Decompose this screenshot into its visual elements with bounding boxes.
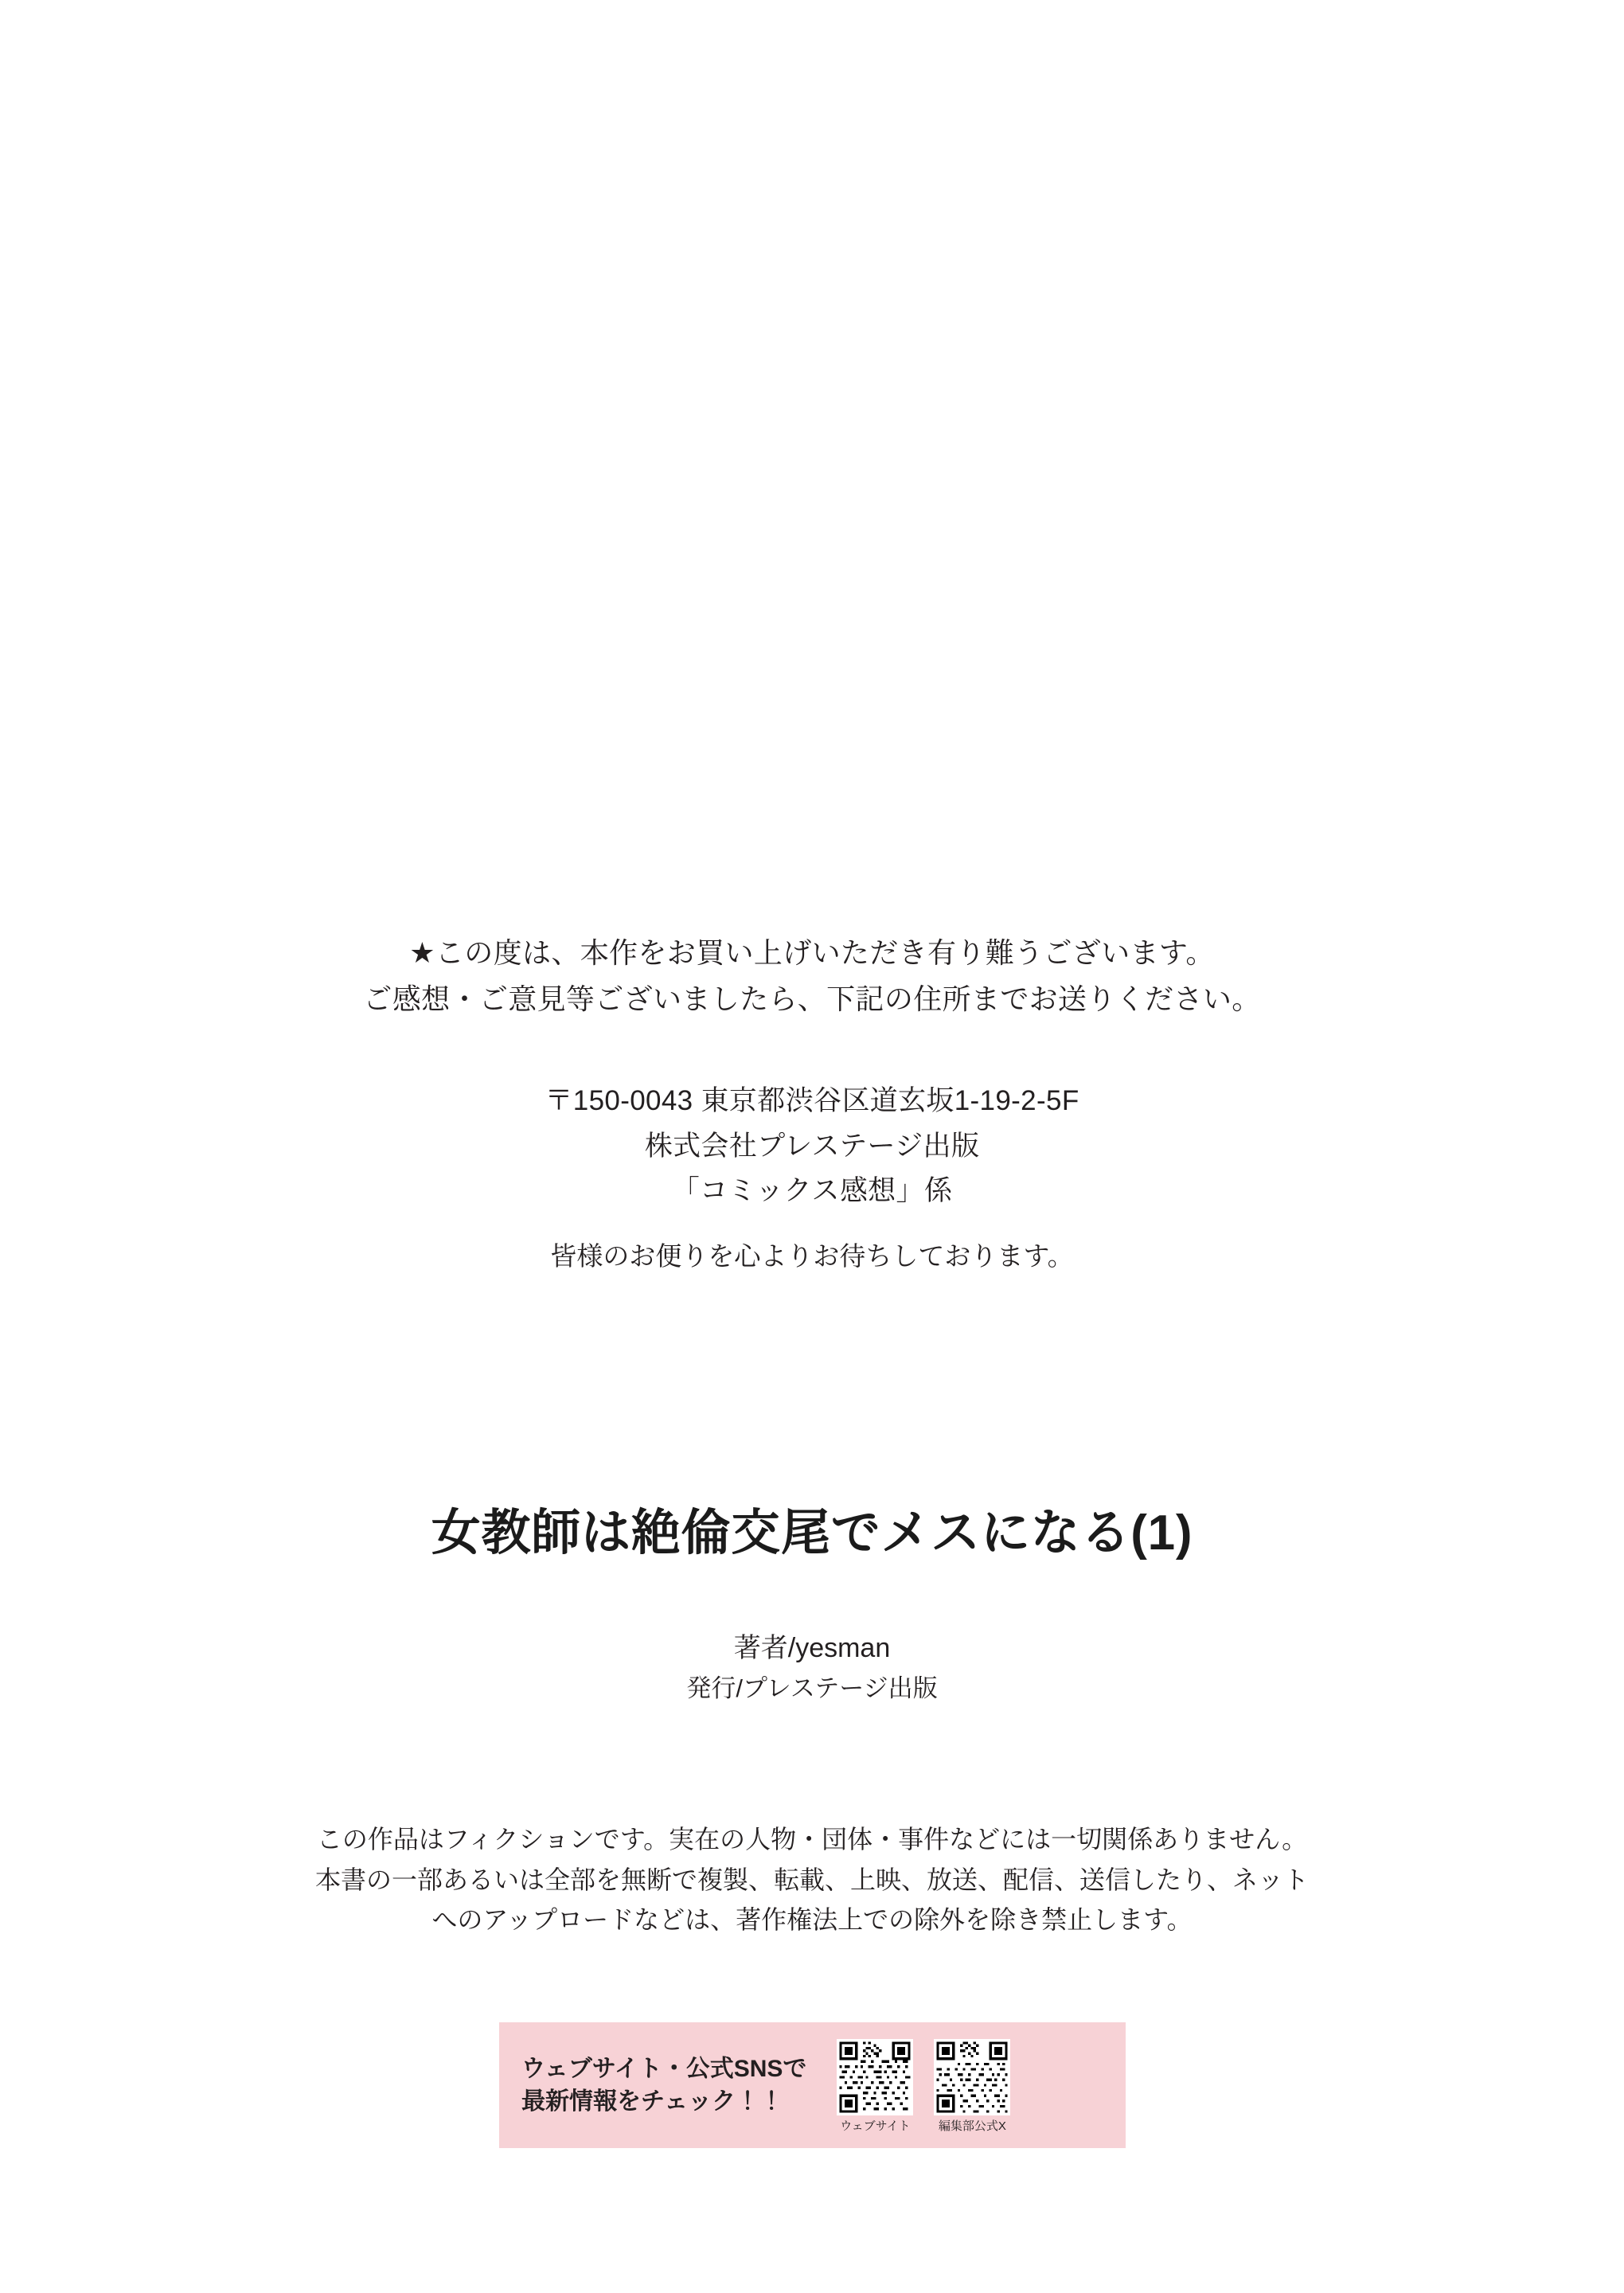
legal-line-2: 本書の一部あるいは全部を無断で複製、転載、上映、放送、配信、送信したり、ネット <box>314 1865 1309 1894</box>
author-credit: 著者/yesman <box>733 1633 891 1663</box>
publisher-credit: 発行/プレステージ出版 <box>686 1674 938 1702</box>
qr-code-icon[interactable] <box>934 2039 1010 2115</box>
promo-banner <box>499 2022 1126 2148</box>
legal-line-3: へのアップロードなどは、著作権法上での除外を除き禁止します。 <box>431 1905 1193 1935</box>
greeting-block <box>0 930 1624 1023</box>
credits-block <box>0 1628 1624 1707</box>
greeting-line-1: ★この度は、本作をお買い上げいただき有り難うございます。 <box>409 936 1215 969</box>
qr-item-x-account[interactable] <box>934 2039 1010 2132</box>
greeting-line-2: ご感想・ご意見等ございましたら、下記の住所までお送りください。 <box>363 982 1261 1016</box>
address-block <box>0 1079 1624 1214</box>
qr-code-icon[interactable] <box>837 2039 913 2115</box>
book-title: 女教師は絶倫交尾でメスになる(1) <box>431 1506 1193 1561</box>
promo-line-1: ウェブサイト・公式SNSで <box>521 2055 807 2082</box>
promo-text <box>521 2053 806 2119</box>
promo-line-2: 最新情報をチェック！！ <box>521 2088 784 2115</box>
qr-code-group <box>837 2039 1010 2132</box>
qr-item-website[interactable] <box>837 2039 913 2132</box>
qr-caption-website: ウェブサイト <box>840 2119 911 2133</box>
address-postal-line: 〒150-0043 東京都渋谷区道玄坂1-19-2-5F <box>545 1085 1079 1116</box>
closing-message: 皆様のお便りを心よりお待ちしております。 <box>550 1241 1074 1271</box>
address-department-line: 「コミックス感想」係 <box>671 1175 953 1207</box>
address-company-line: 株式会社プレステージ出版 <box>644 1130 980 1162</box>
qr-caption-x-account: 編集部公式X <box>938 2119 1006 2133</box>
legal-line-1: この作品はフィクションです。実在の人物・団体・事件などには一切関係ありません。 <box>316 1825 1308 1854</box>
legal-notice <box>0 1819 1624 1940</box>
